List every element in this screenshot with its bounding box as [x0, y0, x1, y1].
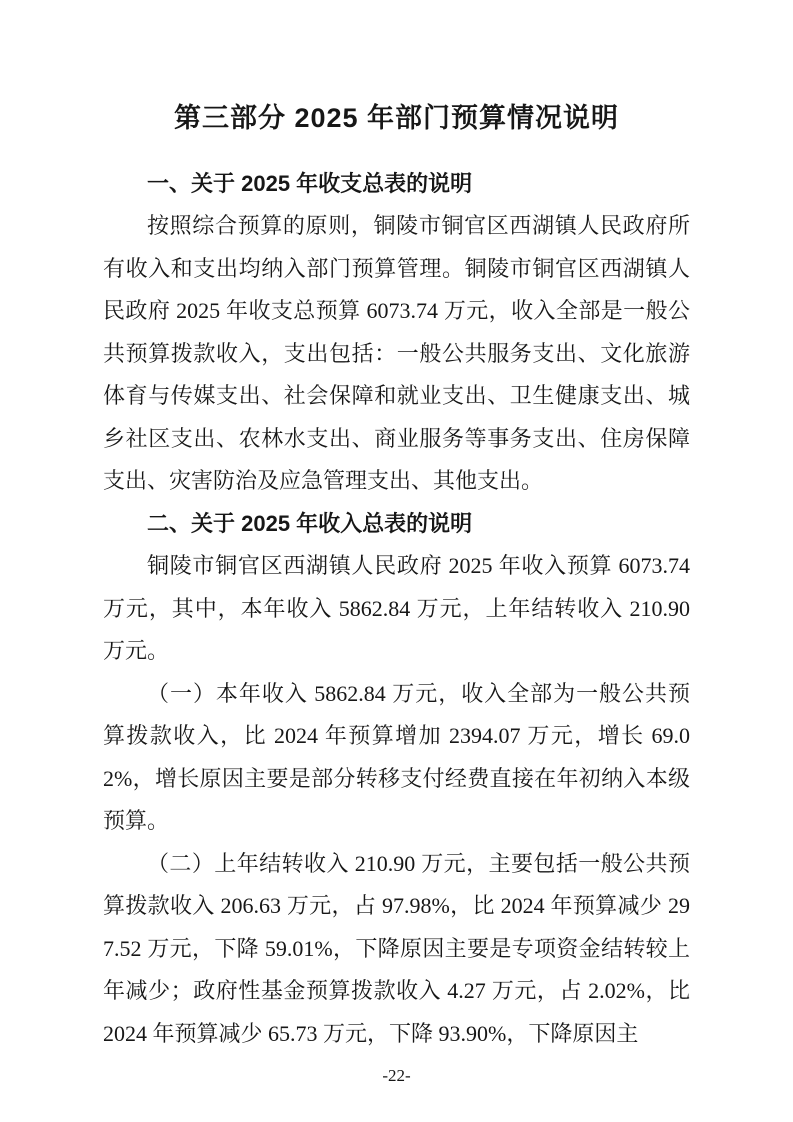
document-title: 第三部分 2025 年部门预算情况说明	[173, 103, 620, 133]
section-1-heading: 一、关于 2025 年收支总表的说明	[147, 170, 473, 196]
section-2-heading: 二、关于 2025 年收入总表的说明	[147, 510, 473, 536]
page-number: -22-	[382, 1066, 411, 1085]
document-content	[103, 98, 690, 1055]
section-2-paragraph-1: 铜陵市铜官区西湖镇人民政府 2025 年收入预算 6073.74 万元，其中，本年收入 5862.84 万元，上年结转收入 210.90 万元。	[103, 553, 690, 663]
section-2-paragraph-2: （一）本年收入 5862.84 万元，收入全部为一般公共预算拨款收入，比 2024 年预算增加 2394.07 万元，增长 69.02%，增长原因主要是部分转移支付经费直接在年初纳入本级预算。	[103, 680, 690, 833]
section-1-paragraph-1: 按照综合预算的原则，铜陵市铜官区西湖镇人民政府所有收入和支出均纳入部门预算管理。铜陵市铜官区西湖镇人民政府 2025 年收支总预算 6073.74 万元，收入全部是一般公共预算拨款收入，支出包括：一般公共服务支出、文化旅游体育与传媒支出、社会保障和就业支出、卫生健康支出、城乡社区支出、农林水支出、商业服务等事务支出、住房保障支出、灾害防治及应急管理支出、其他支出。	[103, 213, 690, 493]
section-2-paragraph-3: （二）上年结转收入 210.90 万元，主要包括一般公共预算拨款收入 206.63 万元，占 97.98%，比 2024 年预算减少 297.52 万元，下降 59.01%，下降原因主要是专项资金结转较上年减少；政府性基金预算拨款收入 4.27 万元，占 2.02%，比 2024 年预算减少 65.73 万元，下降 93.90%，下降原因主	[103, 850, 690, 1046]
